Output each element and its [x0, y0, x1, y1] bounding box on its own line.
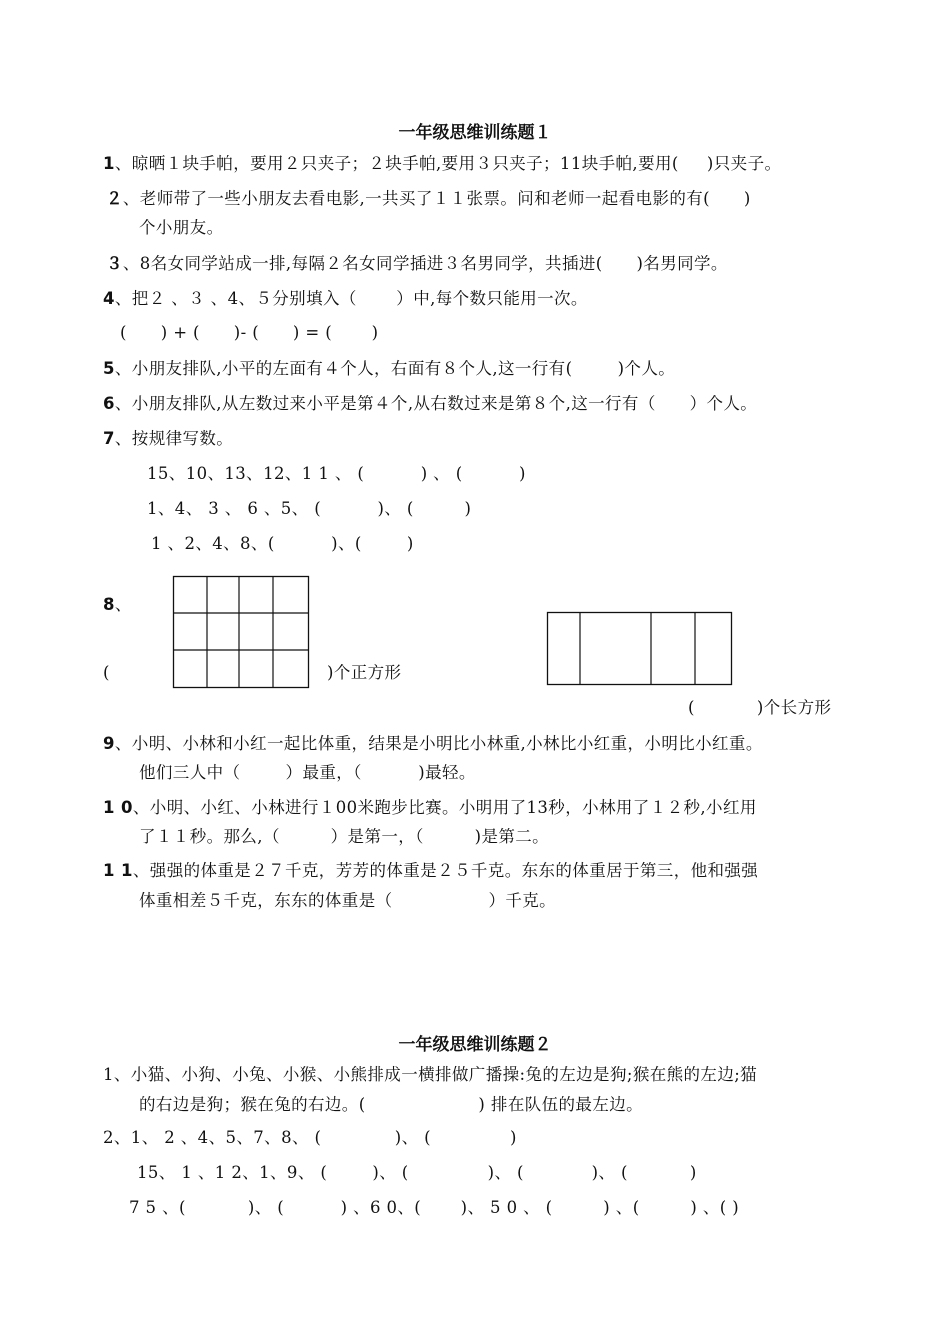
question-11: 1 1、强强的体重是２７千克，芳芳的体重是２５千克。东东的体重居于第三，他和强强 [103, 861, 759, 880]
ws2-question-2-sequence-3: 7 5 、( )、 ( ) 、6 0、( )、 5 0 、 ( ) 、( ) 、( ) [129, 1198, 740, 1217]
question-7: 7、按规律写数。 [103, 429, 234, 448]
question-2: ２、老师带了一些小朋友去看电影,一共买了１１张票。问和老师一起看电影的有( ) [106, 189, 751, 208]
question-8-label: 8、 [103, 595, 132, 614]
question-5: 5、小朋友排队,小平的左面有４个人，右面有８个人,这一行有( )个人。 [103, 359, 676, 378]
ws2-question-2: 2、1、 2 、4、5、7、8、 ( )、 ( ) [103, 1128, 517, 1147]
worksheet2-title: 一年级思维训练题２ [398, 1035, 552, 1055]
question-8-square-answer: )个正方形 [327, 663, 402, 682]
question-7-sequence-2: 1、4、 3 、 6 、5、 ( )、 ( ) [147, 499, 472, 518]
ws2-question-1-cont: 的右边是狗；猴在兔的右边。( ) 排在队伍的最左边。 [139, 1095, 644, 1114]
ws2-question-1: 1、小猫、小狗、小兔、小猴、小熊排成一横排做广播操:兔的左边是狗;猴在熊的左边;猫 [103, 1065, 758, 1084]
ws2-question-2-sequence-2: 15、 1 、1 2、1、9、 ( )、 ( )、 ( )、 ( ) [137, 1163, 697, 1182]
question-3: ３、8名女同学站成一排,每隔２名女同学插进３名男同学，共插进( )名男同学。 [106, 254, 728, 273]
question-4: 4、把２ 、３ 、4、５分别填入（ ）中,每个数只能用一次。 [103, 289, 588, 308]
question-8-rect-answer: ( )个长方形 [688, 698, 832, 717]
question-11-cont: 体重相差５千克，东东的体重是（ ）千克。 [139, 891, 557, 910]
rectangle-strip-figure [547, 612, 733, 686]
question-9-cont: 他们三人中（ ）最重，（ )最轻。 [139, 763, 476, 782]
question-10-cont: 了１１秒。那么,（ ）是第一，（ )是第二。 [139, 827, 550, 846]
question-1: 1、晾晒１块手帕，要用２只夹子；２块手帕,要用３只夹子；11块手帕,要用( )只夹子。 [103, 154, 782, 173]
question-2-cont: 个小朋友。 [139, 218, 224, 237]
question-7-sequence-1: 15、10、13、12、1 1 、 ( ) 、 ( ) [147, 464, 526, 483]
question-7-sequence-3: 1 、2、4、8、( )、( ) [151, 534, 414, 553]
question-9: 9、小明、小林和小红一起比体重，结果是小明比小林重,小林比小红重，小明比小红重。 [103, 734, 763, 753]
question-10: 1 0、小明、小红、小林进行１00米跑步比赛。小明用了13秒，小林用了１２秒,小红用 [103, 798, 757, 817]
worksheet1-title: 一年级思维训练题１ [398, 123, 552, 143]
question-4-equation: ( ) + ( )- ( ) = ( ) [120, 323, 379, 342]
question-6: 6、小朋友排队,从左数过来小平是第４个,从右数过来是第８个,这一行有（ ）个人。 [103, 394, 758, 413]
question-8-open-paren: ( [103, 663, 110, 682]
square-grid-figure [173, 576, 310, 688]
